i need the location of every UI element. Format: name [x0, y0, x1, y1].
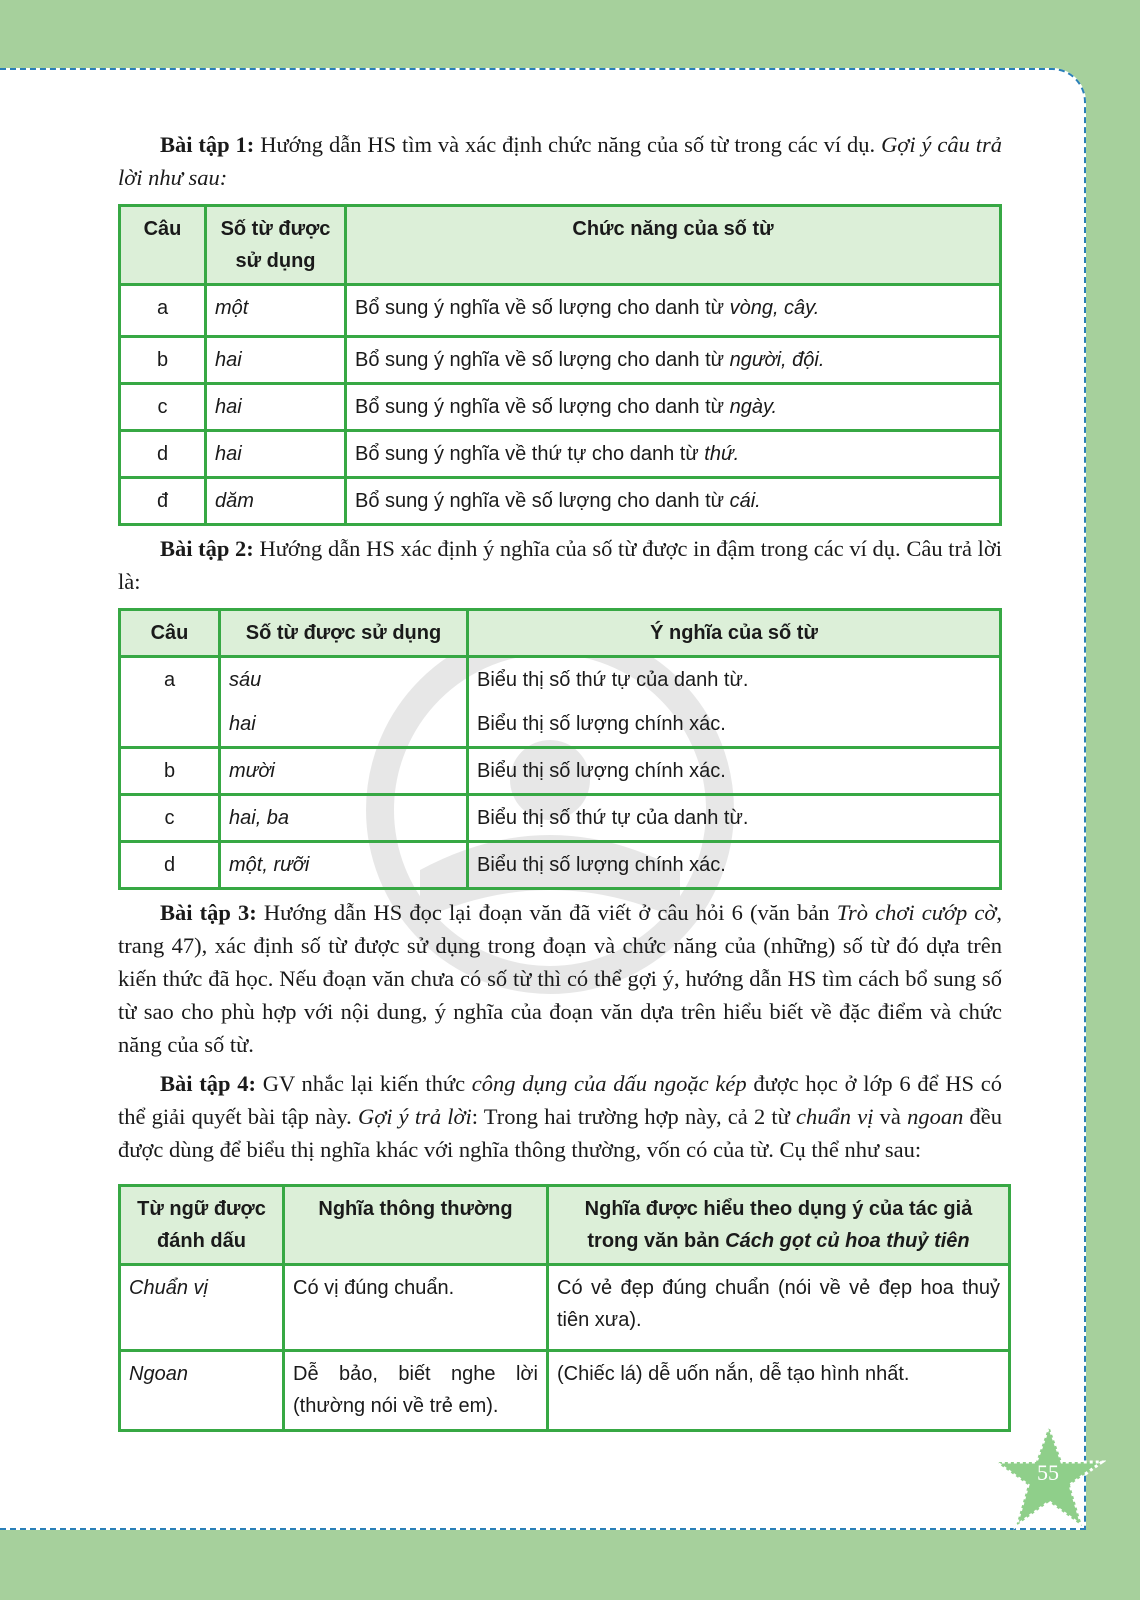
cell-text: Bổ sung ý nghĩa về số lượng cho danh từ [355, 396, 730, 418]
cell-cau: d [120, 431, 206, 478]
table-row [120, 1351, 1010, 1431]
table-header-row [120, 610, 1001, 657]
cell-text: Bổ sung ý nghĩa về số lượng cho danh từ [355, 349, 730, 371]
cell-text: Bổ sung ý nghĩa về số lượng cho danh từ [355, 297, 730, 319]
exercise-4-word-2: ngoan [907, 1104, 964, 1129]
exercise-1-label: Bài tập 1: [160, 132, 255, 157]
header-y-nghia: Ý nghĩa của số từ [468, 610, 1001, 657]
cell-normal-meaning: Có vị đúng chuẩn. [284, 1265, 548, 1351]
cell-y-nghia: Biểu thị số lượng chính xác. [468, 842, 1001, 889]
table-row [120, 1265, 1010, 1351]
header-nghia-thong-thuong: Nghĩa thông thường [284, 1186, 548, 1265]
exercise-4-text-4: và [873, 1104, 908, 1129]
table-row [120, 478, 1001, 525]
cell-noun: người, đội. [729, 349, 825, 371]
cell-y-nghia: Biểu thị số lượng chính xác. [468, 748, 1001, 795]
table-header-row [120, 1186, 1010, 1265]
cell-chuc-nang [346, 337, 1001, 384]
exercise-4-paragraph [118, 1067, 1002, 1166]
cell-chuc-nang [346, 431, 1001, 478]
cell-noun: vòng, cây. [729, 297, 820, 319]
cell-so-tu: hai [206, 431, 346, 478]
cell-cau: d [120, 842, 220, 889]
cell-normal-meaning: Dễ bảo, biết nghe lời (thường nói về trẻ em). [284, 1351, 548, 1431]
table-row [120, 657, 1001, 703]
cell-y-nghia: Biểu thị số thứ tự của danh từ. [468, 657, 1001, 703]
cell-author-meaning: Có vẻ đẹp đúng chuẩn (nói về vẻ đẹp hoa thuỷ tiên xưa). [548, 1265, 1010, 1351]
main-content [118, 128, 1002, 1432]
exercise-4-text-2: được học ở lớp 6 để HS có thể giải quyết bài tập này. [118, 1071, 1003, 1129]
cell-so-tu: một [206, 285, 346, 337]
header-so-tu: Số từ được sử dụng [220, 610, 468, 657]
header-text: Nghĩa được hiểu theo dụng ý của tác giả trong văn bản [584, 1198, 973, 1252]
table-row [120, 431, 1001, 478]
exercise-1-table [118, 204, 1002, 526]
exercise-2-label: Bài tập 2: [160, 536, 254, 561]
cell-cau: đ [120, 478, 206, 525]
cell-so-tu: hai [206, 384, 346, 431]
table-row [120, 748, 1001, 795]
exercise-4-label: Bài tập 4: [160, 1071, 256, 1096]
table-row [120, 285, 1001, 337]
cell-word: Chuẩn vị [120, 1265, 284, 1351]
exercise-4-hint: Gợi ý trả lời [357, 1104, 472, 1129]
table-row [120, 702, 1001, 748]
exercise-2-paragraph [118, 532, 1002, 598]
cell-cau: c [120, 795, 220, 842]
cell-so-tu: sáu [220, 657, 468, 703]
cell-y-nghia: Biểu thị số thứ tự của danh từ. [468, 795, 1001, 842]
exercise-3-label: Bài tập 3: [160, 900, 257, 925]
cell-cau: a [120, 285, 206, 337]
exercise-2-table [118, 608, 1002, 890]
exercise-4-text-5: đều được dùng để biểu thị nghĩa khác với nghĩa thông thường, vốn có của từ. Cụ thể như sau: [118, 1104, 1002, 1162]
cell-noun: ngày. [729, 396, 778, 418]
cell-so-tu: hai [206, 337, 346, 384]
cell-word: Ngoan [120, 1351, 284, 1431]
header-tu-ngu: Từ ngữ được đánh dấu [120, 1186, 284, 1265]
cell-chuc-nang [346, 285, 1001, 337]
cell-chuc-nang [346, 384, 1001, 431]
cell-cau: a [120, 657, 220, 748]
exercise-3-text: Hướng dẫn HS đọc lại đoạn văn đã viết ở câu hỏi 6 (văn bản [256, 900, 837, 925]
header-cau: Câu [120, 206, 206, 285]
exercise-4-word-1: chuẩn vị [796, 1104, 874, 1129]
page-number: 55 [1037, 1460, 1059, 1485]
exercise-3-title: Trò chơi cướp cờ [836, 900, 997, 925]
exercise-2-text: Hướng dẫn HS xác định ý nghĩa của số từ được in đậm trong các ví dụ. Câu trả lời là: [118, 536, 1002, 594]
exercise-3-text-2: , trang 47), xác định số từ được sử dụng trong đoạn và chức năng của (những) số từ đó dựa trên kiến thức đã học. Nếu đoạn văn chưa có số từ thì có thể gợi ý, hướng dẫn HS tìm cách bổ sung số từ sao cho phù hợp với nội dung, ý nghĩa của đoạn văn dựa trên hiểu biết về đặc điểm và chức năng của số từ. [118, 900, 1002, 1057]
exercise-1-hint: Gợi ý câu trả lời như sau: [118, 132, 1002, 190]
header-nghia-tac-gia [548, 1186, 1010, 1265]
cell-so-tu: dăm [206, 478, 346, 525]
cell-chuc-nang [346, 478, 1001, 525]
cell-cau: c [120, 384, 206, 431]
table-row [120, 337, 1001, 384]
table-row [120, 842, 1001, 889]
header-cau: Câu [120, 610, 220, 657]
exercise-4-table [118, 1184, 1011, 1432]
cell-y-nghia: Biểu thị số lượng chính xác. [468, 702, 1001, 748]
header-chuc-nang: Chức năng của số từ [346, 206, 1001, 285]
table-header-row [120, 206, 1001, 285]
header-so-tu: Số từ được sử dụng [206, 206, 346, 285]
exercise-1-paragraph [118, 128, 1002, 194]
cell-so-tu: hai [220, 702, 468, 748]
cell-cau: b [120, 337, 206, 384]
cell-text: Bổ sung ý nghĩa về số lượng cho danh từ [355, 490, 730, 512]
cell-noun: cái. [729, 490, 761, 512]
exercise-1-text: Hướng dẫn HS tìm và xác định chức năng của số từ trong các ví dụ. [254, 132, 882, 157]
header-title: Cách gọt củ hoa thuỷ tiên [725, 1230, 970, 1252]
cell-noun: thứ. [704, 443, 740, 465]
exercise-4-text-3: : Trong hai trường hợp này, cả 2 từ [471, 1104, 797, 1129]
table-row [120, 795, 1001, 842]
exercise-4-text: GV nhắc lại kiến thức [255, 1071, 472, 1096]
table-row [120, 384, 1001, 431]
cell-so-tu: mười [220, 748, 468, 795]
cell-author-meaning: (Chiếc lá) dễ uốn nắn, dễ tạo hình nhất. [548, 1351, 1010, 1431]
exercise-4-topic: công dụng của dấu ngoặc kép [471, 1071, 747, 1096]
cell-cau: b [120, 748, 220, 795]
cell-so-tu: một, rưỡi [220, 842, 468, 889]
cell-so-tu: hai, ba [220, 795, 468, 842]
exercise-3-paragraph [118, 896, 1002, 1061]
cell-text: Bổ sung ý nghĩa về thứ tự cho danh từ [355, 443, 705, 465]
